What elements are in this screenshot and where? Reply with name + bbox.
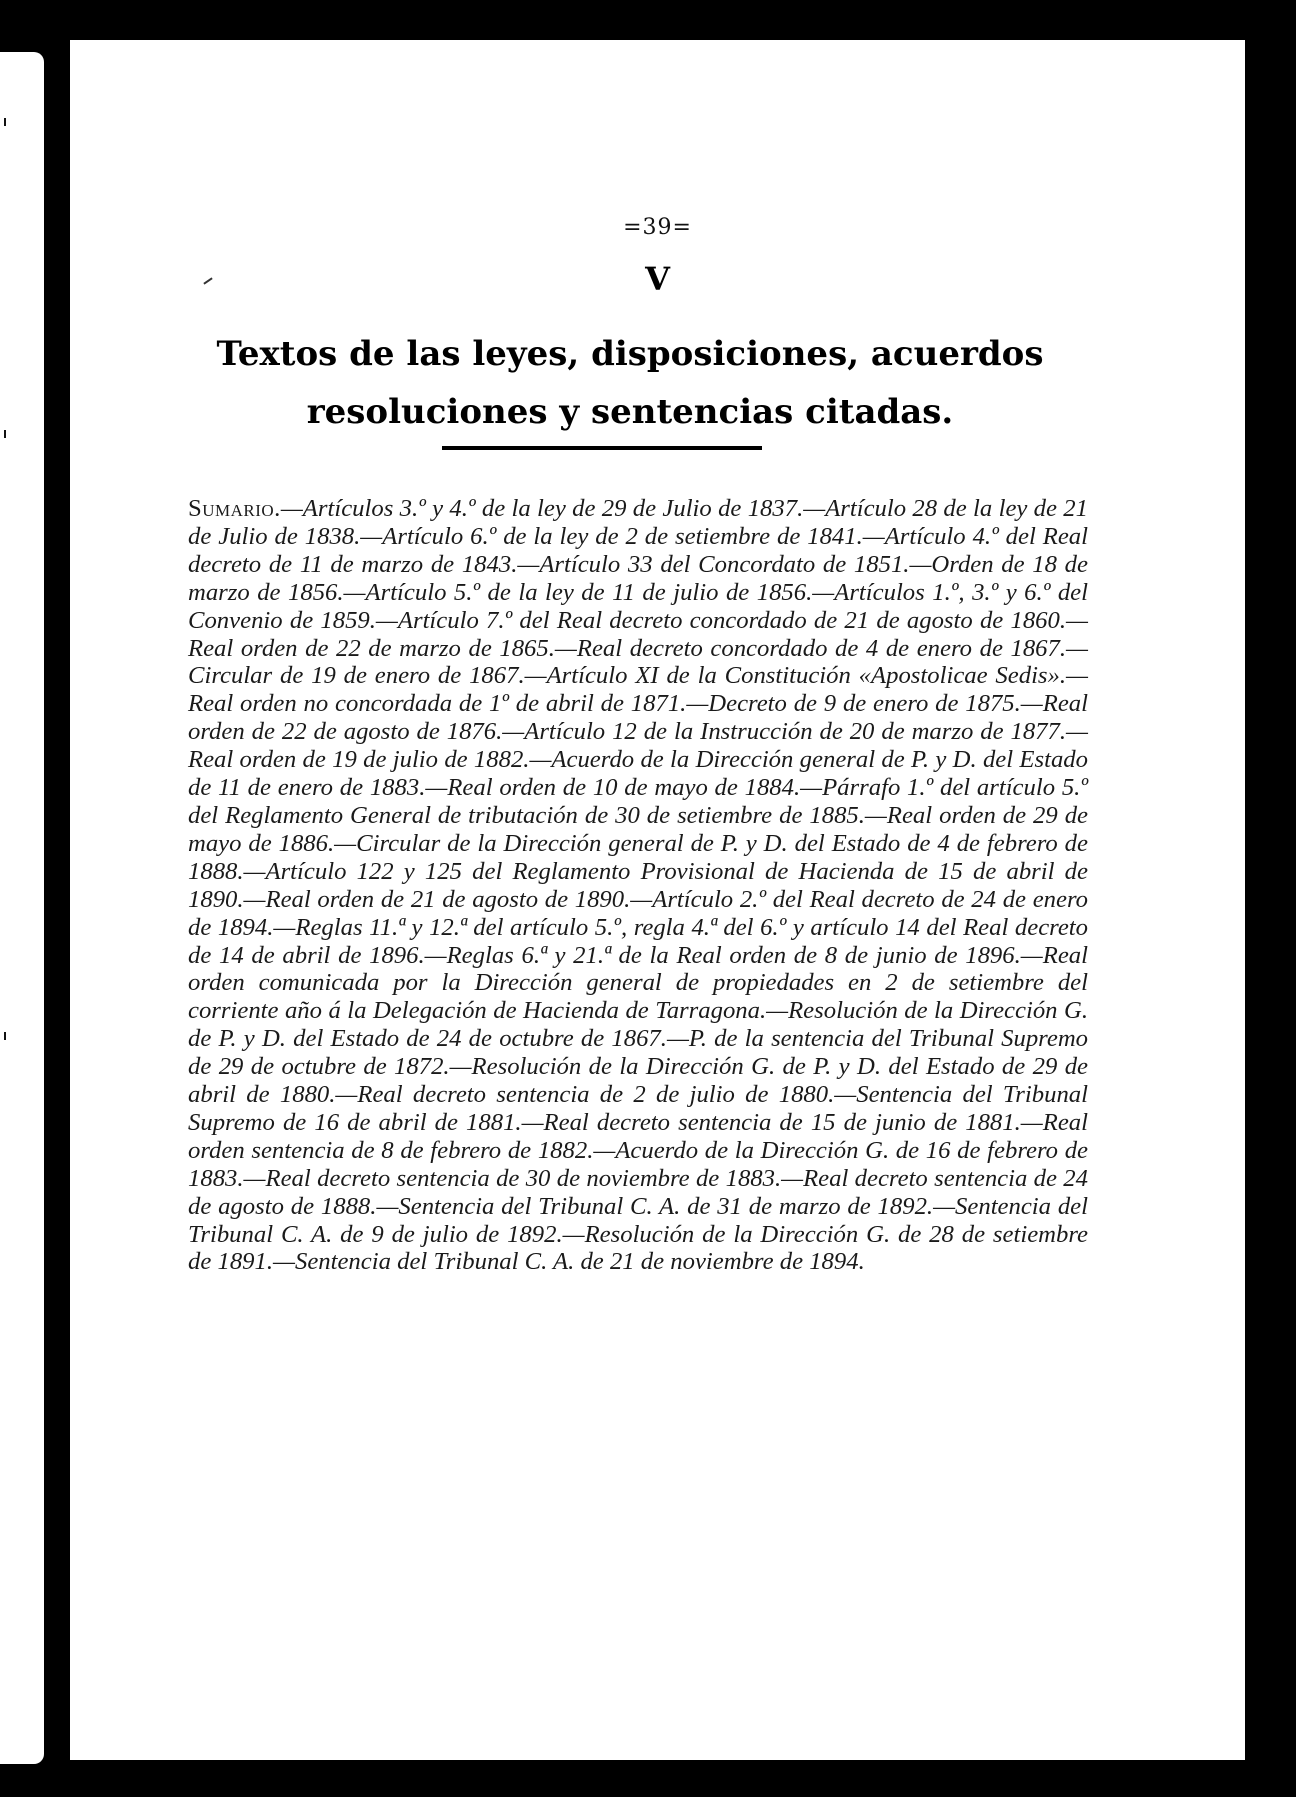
title-line-1: Textos de las leyes, disposiciones, acuerdos [216,334,1044,374]
title-line-2: resoluciones y sentencias citadas. [306,392,954,432]
edge-mark [4,118,6,126]
edge-mark [4,430,6,438]
summary-text: —Artículos 3.º y 4.º de la ley de 29 de Julio de 1837.—Artículo 28 de la ley de 21 de Julio de 1838.—Artículo 6.º de la ley de 2 de setiembre de 1841.—Artículo 4.º del Real decreto de 11 de marzo de 1843.—Artículo 33 del Concordato de 1851.—Orden de 18 de marzo de 1856.—Artículo 5.º de la ley de 11 de julio de 1856.—Artículos 1.º, 3.º y 6.º del Convenio de 1859.—Artículo 7.º del Real decreto concordado de 21 de agosto de 1860.—Real orden de 22 de marzo de 1865.—Real decreto concordado de 4 de enero de 1867.—Circular de 19 de enero de 1867.—Artículo XI de la Constitución «Apostolicae Sedis».—Real orden no concordada de 1º de abril de 1871.—Decreto de 9 de enero de 1875.—Real orden de 22 de agosto de 1876.—Artículo 12 de la Instrucción de 20 de marzo de 1877.—Real orden de 19 de julio de 1882.—Acuerdo de la Dirección general de P. y D. del Estado de 11 de enero de 1883.—Real orden de 10 de mayo de 1884.—Párrafo 1.º del artículo 5.º del Reglamento General de tributación de 30 de setiembre de 1885.—Real orden de 29 de mayo de 1886.—Circular de la Dirección general de P. y D. del Estado de 4 de febrero de 1888.—Artículo 122 y 125 del Reglamento Provisional de Hacienda de 15 de abril de 1890.—Real orden de 21 de agosto de 1890.—Artículo 2.º del Real decreto de 24 de enero de 1894.—Reglas 11.ª y 12.ª del artículo 5.º, regla 4.ª del 6.º y artículo 14 del Real decreto de 14 de abril de 1896.—Reglas 6.ª y 21.ª de la Real orden de 8 de junio de 1896.—Real orden comunicada por la Dirección general de propiedades en 2 de setiembre del corriente año á la Delegación de Hacienda de Tarragona.—Resolución de la Dirección G. de P. y D. del Estado de 24 de octubre de 1867.—P. de la sentencia del Tribunal Supremo de 29 de octubre de 1872.—Resolución de la Dirección G. de P. y D. del Estado de 29 de abril de 1880.—Real decreto sentencia de 2 de julio de 1880.—Sentencia del Tribunal Supremo de 16 de abril de 1881.—Real decreto sentencia de 15 de junio de 1881.—Real orden sentencia de 8 de febrero de 1882.—Acuerdo de la Dirección G. de 16 de febrero de 1883.—Real decreto sentencia de 30 de noviembre de 1883.—Real decreto sentencia de 24 de agosto de 1888.—Sentencia del Tribunal C. A. de 31 de marzo de 1892.—Sentencia del Tribunal C. A. de 9 de julio de 1892.—Resolución de la Dirección G. de 28 de setiembre de 1891.—Sentencia del Tribunal C. A. de 21 de noviembre de 1894. [188,495,1088,1276]
summary-label: Sumario. [188,495,281,522]
section-title [180,325,1080,441]
book-page [70,40,1245,1760]
title-rule [442,446,762,450]
section-number: V [645,260,670,298]
summary-paragraph [188,495,1088,1276]
edge-mark [4,1032,6,1040]
page-number: =39= [623,215,692,240]
facing-page-edge [0,52,44,1764]
